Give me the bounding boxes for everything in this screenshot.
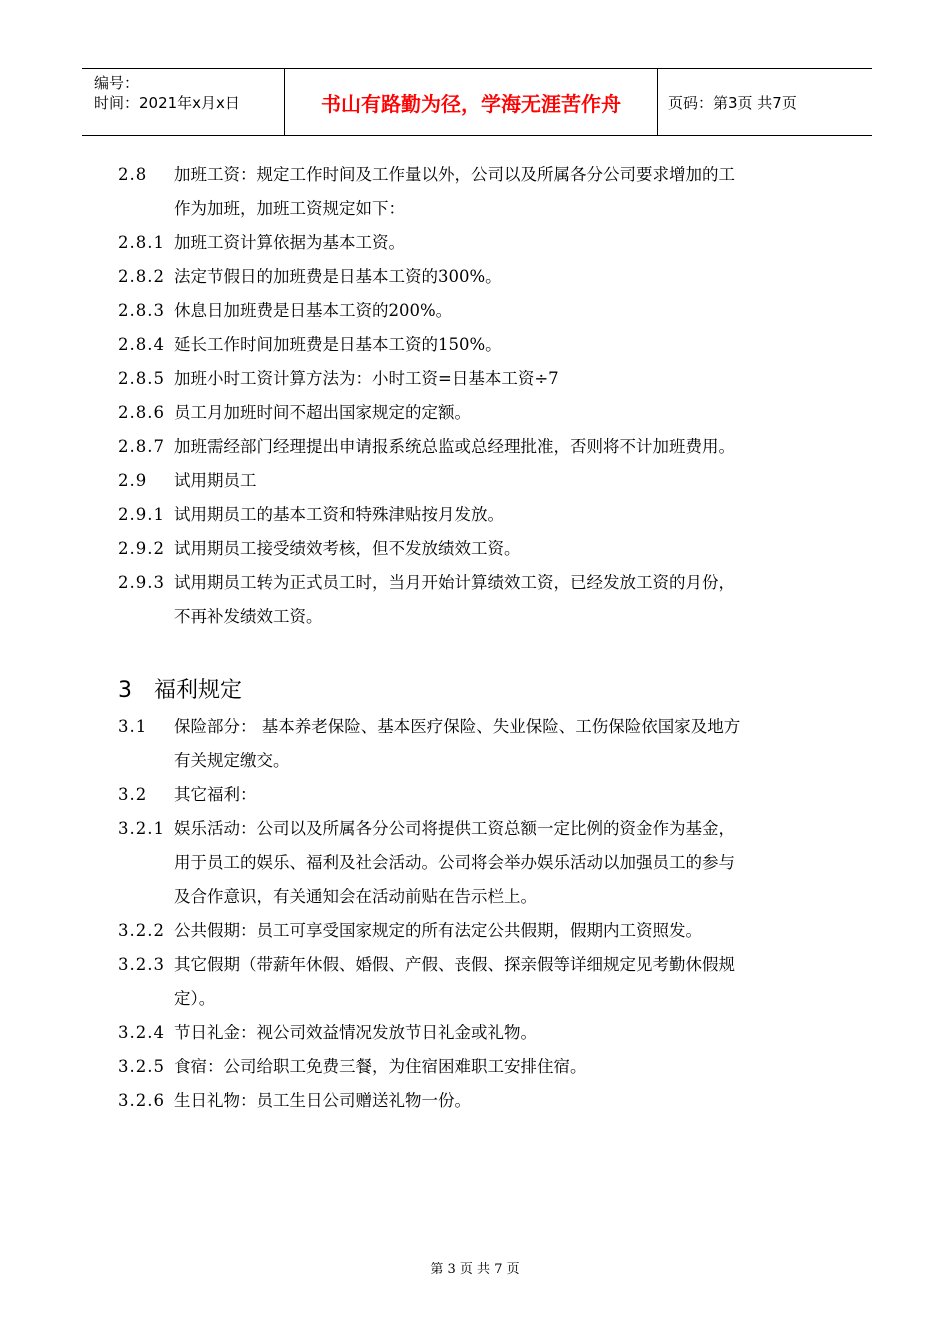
header-page-info: 页码：第3页 共7页 (668, 93, 797, 112)
list-item (118, 710, 848, 744)
item-number: 2.8.4 (118, 335, 165, 354)
item-text: 定）。 (174, 989, 216, 1008)
list-item-continuation (118, 192, 848, 226)
header-motto: 书山有路勤为径，学海无涯苦作舟 (285, 69, 658, 135)
item-text: 其它假期（带薪年休假、婚假、产假、丧假、探亲假等详细规定见考勤休假规 (174, 955, 735, 974)
list-item-continuation (118, 744, 848, 778)
item-text: 生日礼物：员工生日公司赠送礼物一份。 (174, 1091, 471, 1110)
list-item (118, 294, 848, 328)
list-item (118, 812, 848, 846)
list-item (118, 260, 848, 294)
list-item (118, 566, 848, 600)
section-heading (118, 674, 848, 708)
item-text: 用于员工的娱乐、福利及社会活动。公司将会举办娱乐活动以加强员工的参与 (174, 853, 735, 872)
code-label: 编号： (94, 74, 140, 92)
item-number: 2.9.1 (118, 505, 165, 524)
list-item-continuation (118, 982, 848, 1016)
item-text: 延长工作时间加班费是日基本工资的150%。 (174, 335, 502, 354)
item-number: 2.8.1 (118, 233, 165, 252)
time-label: 时间：2021年x月x日 (94, 94, 240, 112)
item-number: 3.1 (118, 717, 148, 736)
item-number: 3.2.4 (118, 1023, 165, 1042)
item-number: 2.8.3 (118, 301, 165, 320)
item-text: 有关规定缴交。 (174, 751, 290, 770)
section-title: 福利规定 (154, 678, 243, 703)
item-text: 公共假期：员工可享受国家规定的所有法定公共假期，假期内工资照发。 (174, 921, 702, 940)
item-text: 试用期员工接受绩效考核，但不发放绩效工资。 (174, 539, 521, 558)
item-text: 娱乐活动：公司以及所属各分公司将提供工资总额一定比例的资金作为基金， (174, 819, 735, 838)
item-text: 及合作意识，有关通知会在活动前贴在告示栏上。 (174, 887, 537, 906)
item-number: 3.2.3 (118, 955, 165, 974)
list-item (118, 498, 848, 532)
list-item (118, 532, 848, 566)
item-number: 2.8.2 (118, 267, 165, 286)
list-item-continuation (118, 600, 848, 634)
list-item (118, 1016, 848, 1050)
list-item (118, 158, 848, 192)
list-item (118, 362, 848, 396)
list-item-continuation (118, 846, 848, 880)
item-text: 加班工资：规定工作时间及工作量以外，公司以及所属各分公司要求增加的工 (174, 165, 735, 184)
item-number: 2.8 (118, 165, 148, 184)
item-number: 2.9.2 (118, 539, 165, 558)
item-text: 作为加班，加班工资规定如下： (174, 199, 405, 218)
item-number: 2.8.6 (118, 403, 165, 422)
item-number: 2.8.5 (118, 369, 165, 388)
list-item (118, 1050, 848, 1084)
item-text: 其它福利： (174, 785, 257, 804)
item-text: 员工月加班时间不超出国家规定的定额。 (174, 403, 471, 422)
list-item (118, 948, 848, 982)
item-text: 试用期员工转为正式员工时，当月开始计算绩效工资，已经发放工资的月份， (174, 573, 735, 592)
item-number: 2.9.3 (118, 573, 165, 592)
item-number: 3.2.1 (118, 819, 165, 838)
document-body (118, 158, 848, 1118)
section-number: 3 (118, 678, 132, 703)
item-number: 3.2.2 (118, 921, 165, 940)
item-text: 法定节假日的加班费是日基本工资的300%。 (174, 267, 502, 286)
item-text: 食宿：公司给职工免费三餐，为住宿困难职工安排住宿。 (174, 1057, 587, 1076)
item-number: 2.9 (118, 471, 148, 490)
item-text: 节日礼金：视公司效益情况发放节日礼金或礼物。 (174, 1023, 537, 1042)
item-text: 加班工资计算依据为基本工资。 (174, 233, 405, 252)
list-item-continuation (118, 880, 848, 914)
list-item (118, 778, 848, 812)
list-item (118, 464, 848, 498)
item-number: 3.2.6 (118, 1091, 165, 1110)
item-text: 保险部分： 基本养老保险、基本医疗保险、失业保险、工伤保险依国家及地方 (174, 717, 741, 736)
page-footer: 第 3 页 共 7 页 (430, 1262, 520, 1277)
list-item (118, 226, 848, 260)
item-text: 休息日加班费是日基本工资的200%。 (174, 301, 453, 320)
page-header (82, 68, 872, 136)
item-number: 3.2.5 (118, 1057, 165, 1076)
list-item (118, 430, 848, 464)
list-item (118, 328, 848, 362)
item-text: 加班小时工资计算方法为：小时工资=日基本工资÷7 (174, 369, 559, 388)
item-text: 试用期员工 (174, 471, 257, 490)
list-item (118, 914, 848, 948)
item-text: 不再补发绩效工资。 (174, 607, 323, 626)
item-text: 加班需经部门经理提出申请报系统总监或总经理批准，否则将不计加班费用。 (174, 437, 735, 456)
item-number: 3.2 (118, 785, 148, 804)
list-item (118, 396, 848, 430)
item-text: 试用期员工的基本工资和特殊津贴按月发放。 (174, 505, 504, 524)
item-number: 2.8.7 (118, 437, 165, 456)
list-item (118, 1084, 848, 1118)
header-meta (82, 69, 285, 135)
